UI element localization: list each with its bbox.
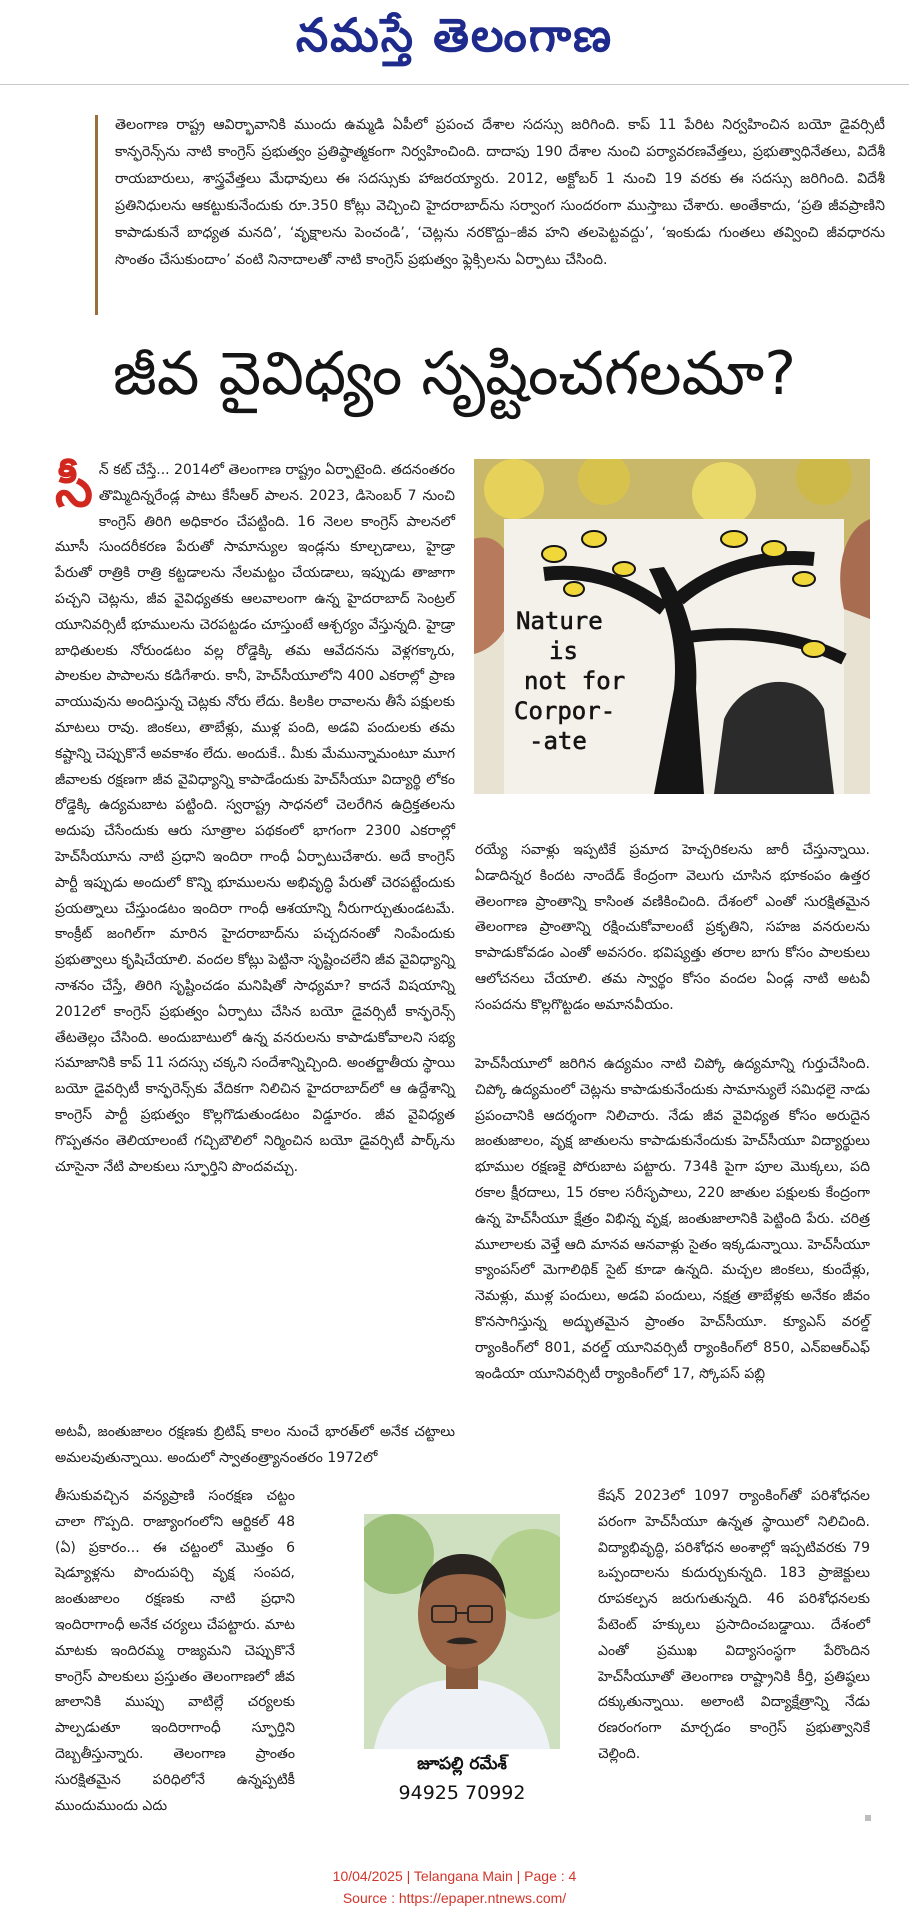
- protest-photo: [474, 459, 870, 794]
- article-column-left-bottom: అటవీ, జంతుజాలం రక్షణకు బ్రిటిష్ కాలం నుంచే భారత్‌లో అనేక చట్టాలు అమలవుతున్నాయి. అందులో స్వాతంత్ర్యానంతరం 1972లో: [55, 1424, 455, 1466]
- sign-text-line: Nature: [516, 607, 603, 635]
- article-headline: జీవ వైవిధ్యం సృష్టించగలమా?: [112, 339, 797, 409]
- newspaper-logo: నమస్తే తెలంగాణ: [295, 8, 614, 62]
- drop-cap: సీ: [55, 456, 93, 519]
- intro-accent-bar: [95, 115, 98, 315]
- sign-text-line: -ate: [529, 727, 587, 755]
- footer-edition-info: 10/04/2025 | Telangana Main | Page : 4: [332, 1868, 577, 1884]
- end-marker: [865, 1815, 871, 1821]
- author-name: జూపల్లి రమేశ్: [417, 1754, 507, 1774]
- article-column-right-top: రయ్యే సవాళ్లు ఇప్పటికే ప్రమాద హెచ్చరికలను జారీ చేస్తున్నాయి. ఏడాదిన్నర కిందట నాందేడ్ కేంద్రంగా వెలుగు చూసిన భూకంపం ఉత్తర తెలంగాణ ప్రాంతాన్ని కాసింత వణికించింది. దేశంలో ఎంతో సురక్షితమైన తెలంగాణ ప్రాంతాన్ని రక్షించుకోవాలంటే ప్రకృతిని, సహజ వనరులను కాపాడుకోవడం ఎంతో అవసరం. భవిష్యత్తు తరాల బాగు కోసం పాలకులు ఆలోచనలు చేయాలి. తమ స్వార్థం కోసం వందల ఏండ్ల నాటి అటవీ సంపదను కొల్లగొట్టడం అమానవీయం.: [475, 842, 870, 1013]
- masthead-divider: [0, 84, 909, 85]
- article-column-left-narrow: తీసుకువచ్చిన వన్యప్రాణి సంరక్షణ చట్టం చాలా గొప్పది. రాజ్యాంగంలోని ఆర్టికల్ 48 (ఏ) ప్రకారం... ఈ చట్టంలో మొత్తం 6 షెడ్యూళ్లను పొందుపర్చి వృక్ష సంపద, జంతుజాలం రక్షణకు నాటి ప్రధాని ఇందిరాగాంధీ అనేక చర్యలు చేపట్టారు. మాట మాటకు ఇందిరమ్మ రాజ్యమని చెప్పుకొనే కాంగ్రెస్ పాలకులు ప్రస్తుతం తెలంగాణలో జీవ జాలానికి ముప్పు వాటిల్లే చర్యలకు పాల్పడుతూ ఇందిరాగాంధీ స్ఫూర్తిని దెబ్బతీస్తున్నారు. తెలంగాణ ప్రాంతం సురక్షితమైన పరిధిలోనే ఉన్నప్పటికీ ముందుముందు ఎదు: [55, 1488, 295, 1814]
- author-phone: 94925 70992: [398, 1782, 526, 1804]
- author-photo: [364, 1514, 560, 1749]
- masthead: [0, 0, 909, 84]
- intro-paragraph: తెలంగాణ రాష్ట్ర ఆవిర్భావానికి ముందు ఉమ్మడి ఏపీలో ప్రపంచ దేశాల సదస్సు జరిగింది. కాప్ 11 పేరిట నిర్వహించిన బయో డైవర్సిటీ కాన్ఫరెన్స్‌ను నాటి కాంగ్రెస్ ప్రభుత్వం ప్రతిష్ఠాత్మకంగా నిర్వహించింది. దాదాపు 190 దేశాల నుంచి పర్యావరణవేత్తలు, ప్రభుత్వాధినేతలు, విదేశీ రాయబారులు, శాస్త్రవేత్తలు మేధావులు ఈ సదస్సుకు హాజరయ్యారు. 2012, అక్టోబర్ 1 నుంచి 19 వరకు ఈ సదస్సు జరిగింది. విదేశీ ప్రతినిధులను ఆకట్టుకునేందుకు రూ.350 కోట్లు వెచ్చించి హైదరాబాద్‌ను సర్వాంగ సుందరంగా ముస్తాబు చేశారు. అంతేకాదు, ‘ప్రతి జీవప్రాణిని కాపాడుకునే బాధ్యత మనది’, ‘వృక్షాలను పెంచండి’, ‘చెట్లను నరకొద్దు–జీవ హని తలపెట్టవద్దు’, ‘ఇంకుడు గుంతలు తవ్వించి జీవధారను సొంతం చేసుకుందాం’ వంటి నినాదాలతో నాటి కాంగ్రెస్ ప్రభుత్వం ఫ్లెక్సిలను ఏర్పాటు చేసింది.: [115, 117, 885, 268]
- article-column-right-narrow: కేషన్ 2023లో 1097 ర్యాంకింగ్‌తో పరిశోధనల పరంగా హెచ్‌సీయూ ఉన్నత స్థాయిలో నిలిచింది. విద్యాభివృద్ధి, పరిశోధన అంశాల్లో ఇప్పటివరకు 79 ఒప్పందాలను కుదుర్చుకున్నది. 183 ప్రాజెక్టులు రూపకల్పన జరుగుతున్నది. 46 పరిశోధనలకు పేటెంట్ హక్కులు ప్రసాదించబడ్డాయి. దేశంలో ఎంతో ప్రముఖ విద్యాసంస్థగా పేరొందిన హెచ్‌సీయూతో తెలంగాణ రాష్ట్రానికి కీర్తి, ప్రతిష్ఠలు దక్కుతున్నాయి. అలాంటి విద్యాక్షేత్రాన్ని నేడు రణరంగంగా మార్చడం కాంగ్రెస్ ప్రభుత్వానికే చెల్లింది.: [598, 1488, 870, 1762]
- article-column-right-mid: హెచ్‌సీయూలో జరిగిన ఉద్యమం నాటి చిప్కో ఉద్యమాన్ని గుర్తుచేసింది. చిప్కో ఉద్యమంలో చెట్లను కాపాడుకునేందుకు సామాన్యులే సమిధలై నాడు ప్రపంచానికి ఆదర్శంగా నిలిచారు. నేడు జీవ వైవిధ్యత కోసం అరుదైన జంతుజాలం, వృక్ష జాతులను కాపాడుకునేందుకు హెచ్‌సీయూ విద్యార్థులు భూముల రక్షణకై పోరుబాట పట్టారు. 734కి పైగా పూల మొక్కలు, పది రకాల క్షీరదాలు, 15 రకాల సరీసృపాలు, 220 జాతుల పక్షులకు కేంద్రంగా ఉన్న హెచ్‌సీయూ క్షేత్రం విభిన్న వృక్ష, జంతుజాలానికి పెట్టింది పేరు. చరిత్ర మూలాలకు వెళ్తే ఆది మానవ ఆనవాళ్లు సైతం ఇక్కడున్నాయి. హెచ్‌సీయూ క్యాంపస్‌లో మెగాలిథిక్ సైట్ కూడా ఉన్నది. మచ్చల జింకలు, కుందేళ్లు, నెమళ్లు, ముళ్ల పందులు, అడవి పందులు, నక్షత్ర తాబేళ్లకు అనేకం జీవం కొనసాగిస్తున్న అద్భుతమైన ప్రాంతం హెచ్‌సీయూ. క్యూఎస్ వరల్డ్ ర్యాంకింగ్‌లో 801, వరల్డ్ యూనివర్సిటీ ర్యాంకింగ్‌లో 850, ఎన్ఐఆర్ఎఫ్ ఇండియా యూనివర్సిటీ ర్యాంకింగ్‌లో 17, స్కోపస్ పబ్లి: [475, 1056, 870, 1382]
- sign-text-line: not for: [524, 667, 626, 695]
- footer-source-link[interactable]: Source : https://epaper.ntnews.com/: [342, 1890, 567, 1906]
- sign-text-line: Corpor-: [514, 697, 616, 725]
- article-body-left: న్ కట్ చేస్తే... 2014లో తెలంగాణ రాష్ట్రం ఏర్పాటైంది. తదనంతరం తొమ్మిదిన్నరేండ్ల పాటు కేసీఆర్ పాలన. 2023, డిసెంబర్ 7 నుంచి కాంగ్రెస్ తిరిగి అధికారం చేపట్టింది. 16 నెలల కాంగ్రెస్ పాలనలో మూసీ సుందరీకరణ పేరుతో సామాన్యుల ఇండ్లను కూల్చడాలు, హైడ్రా పేరుతో రాత్రికి రాత్రి కట్టడాలను నేలమట్టం చేయడాలు, ఇప్పుడు తాజాగా పచ్చని చెట్లను, జీవ వైవిధ్యతకు ఆలవాలంగా ఉన్న హైదరాబాద్ సెంట్రల్ యూనివర్సిటీ భూములను చెరపట్టడం చూస్తుంటే ఆశ్చర్యం వేస్తున్నది. హైడ్రా బాధితులకు నోరుండటం వల్ల రోడ్డెక్కి తమ ఆవేదనను వెళ్లగక్కారు, పాలకుల పాపాలను కడిగేశారు. కానీ, హెచ్‌సీయూలోని 400 ఎకరాల్లో ప్రాణ వాయువును అందిస్తున్న చెట్లకు నోరు లేదు. కిలకిల రావాలను తీసే పక్షులకు మాటలు రావు. జింకలు, తాబేళ్లు, ముళ్ల పంది, అడవి పందులకు తమ కష్టాన్ని చెప్పుకొనే అవకాశం లేదు. అందుకే.. మీకు మేమున్నామంటూ మూగ జీవాలకు రక్షణగా జీవ వైవిధ్యాన్ని కాపాడేందుకు హెచ్‌సీయూ విద్యార్థి లోకం రోడ్డెక్కి ఉద్యమబాట పట్టింది. స్వరాష్ట్ర సాధనలో చెలరేగిన ఉద్రిక్తతలను అదుపు చేసేందుకు ఆరు సూత్రాల పథకంలో భాగంగా 2300 ఎకరాల్లో హెచ్‌సీయూను నాటి ప్రధాని ఇందిరా గాంధీ ఏర్పాటుచేశారు. అదే కాంగ్రెస్ పార్టీ ఇప్పుడు అందులో కొన్ని భూములను అభివృద్ధి పేరుతో చెరపట్టేందుకు ప్రయత్నాలు చేస్తుండటం ఇందిరా గాంధీ ఆశయాన్ని నీరుగార్చుతుండటమే. కాంక్రీట్ జంగిల్‌గా మారిన హైదరాబాద్‌ను పచ్చదనంతో నింపేందుకు ప్రభుత్వాలు కృషిచేయాలి. వందల కోట్లు పెట్టినా సృష్టించలేని జీవ వైవిధ్యాన్ని నాశనం చేస్తే, తిరిగి సృష్టించడం మనిషితో సాధ్యమా? కాదనే విషయాన్ని 2012లో కాంగ్రెస్ ప్రభుత్వం ఏర్పాటు చేసిన బయో డైవర్సిటీ కాన్ఫరెన్స్ తేటతెల్లం చేసింది. అందుబాటులో ఉన్న వనరులను కాపాడుకోవాలని సభ్య సమాజానికి కాప్ 11 సదస్సు చక్కని సందేశాన్నిచ్చింది. అంతర్జాతీయ స్థాయి బయో డైవర్సిటీ కాన్ఫరెన్స్‌కు వేదికగా నిలిచిన హైదరాబాద్‌లో ఆ ఉద్దేశాన్ని కాంగ్రెస్ పార్టీ ప్రభుత్వం కొల్లగొడుతుండటం విడ్డూరం. జీవ వైవిధ్యత గొప్పతనం తెలియాలంటే గచ్చిబౌలిలో నిర్మించిన బయో డైవర్సిటీ పార్క్‌ను చూసైనా నేటి పాలకులు స్ఫూర్తిని పొందవచ్చు.: [55, 462, 455, 1175]
- article-column-left: [55, 458, 455, 1180]
- sign-text-line: is: [549, 637, 578, 665]
